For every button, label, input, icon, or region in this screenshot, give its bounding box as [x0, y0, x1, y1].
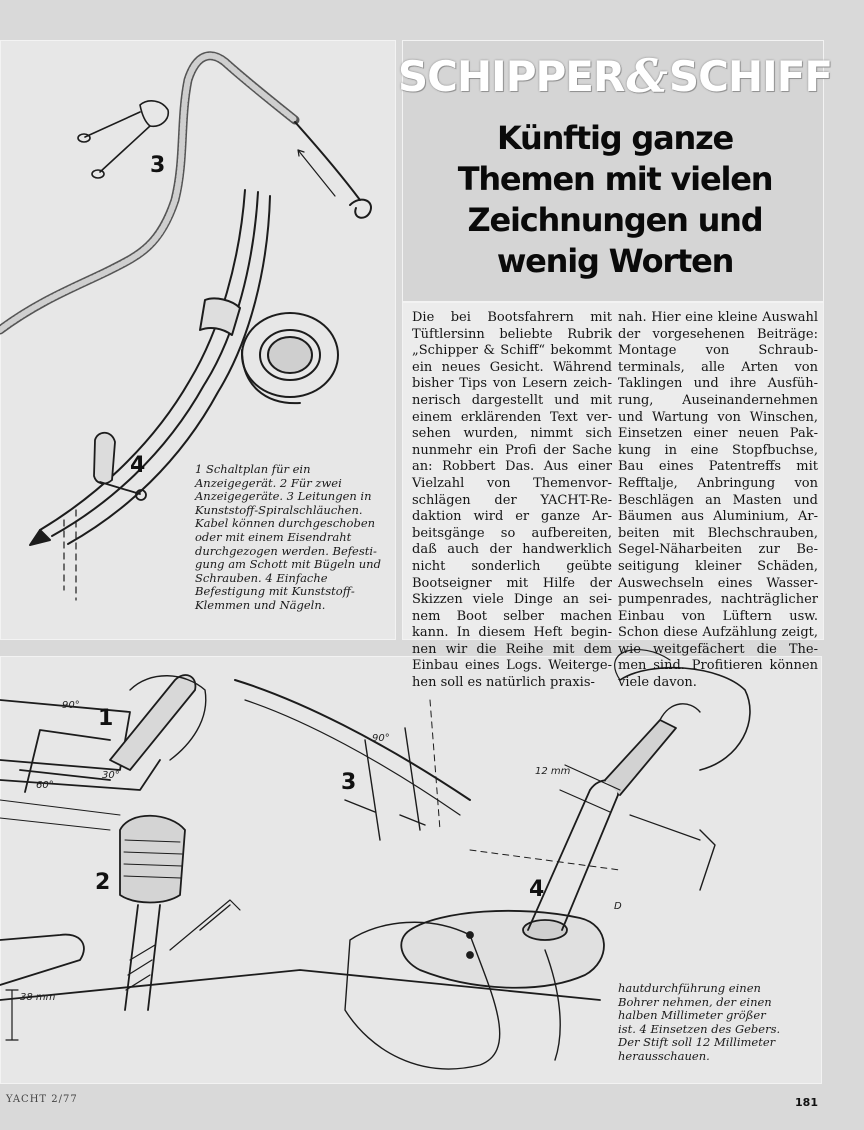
article-headline: Künftig ganze Themen mit vielen Zeichnungen und wenig Worten [457, 119, 773, 280]
figure-number-4-bottom: 4 [529, 877, 545, 902]
figure-number-4-top: 4 [130, 453, 146, 478]
bottom-figure-caption: hautdurchführung einen Bohrer nehmen, der einen halben Millimeter größer ist. 4 Einsetzen des Gebers. Der Stift soll 12 Millimeter herausschauen. [618, 981, 781, 1063]
angle-90-label: 90° [62, 700, 80, 711]
body-column-2: nah. Hier eine kleine Auswahl der vorgesehenen Beiträge: Montage von Schraubterminals, alle Arten von Taklingen und ihre Ausführung, Auseinandernehmen und Wartung von Winschen, Einsetzen einer neuen Pakkung in eine Stopfbuchse, Bau eines Patentreffs mit Refftalje, Anbringung von Beschlägen an Masten und Bäumen aus Aluminium, Arbeiten mit Blechschrauben, Segel-Näharbeiten zur Beseitigung kleiner Schäden, Auswechseln eines Wasserpumpenrades, nachträglicher Einbau von Lüftern usw. Schon diese Aufzählung zeigt, wie weitgefächert die Themen sind. Profitieren können viele davon. [618, 310, 818, 691]
magazine-issue: YACHT 2/77 [6, 1094, 78, 1105]
diameter-d-label: D [614, 901, 622, 912]
spiral-hose-drawing [0, 56, 371, 330]
masthead [397, 49, 833, 103]
twelve-mm-label: 12 mm [535, 766, 571, 777]
figure-number-3-bottom: 3 [341, 770, 357, 795]
figure-number-3-top: 3 [150, 153, 166, 178]
body-column-1: Die bei Bootsfahrern mit Tüftlersinn beliebte Rubrik „Schipper & Schiff“ bekommt ein neues Gesicht. Während bisher Tips von Lesern zeichnerisch dargestellt und mit einem erklärenden Text versehen wurden, nimmt sich nunmehr ein Profi der Sache an: Robbert Das. Aus einer Vielzahl von Themenvorschlägen der YACHT-Redaktion wird er ganze Arbeitsgänge so aufbereiten, daß auch der handwerklich nicht sonderlich geübte Bootseigner mit Hilfe der Skizzen viele Dinge an seinem Boot selber machen kann. In diesem Heft beginnen wir die Reihe mit dem Einbau eines Logs. Weitergehen soll es natürlich praxis- [412, 310, 612, 691]
page-number: 181 [795, 1096, 818, 1109]
masthead-schiff: SCHIFF [668, 51, 833, 101]
angle-90-hull-label: 90° [372, 733, 390, 744]
masthead-ampersand: & [626, 49, 667, 103]
thirtyeight-mm-label: 38 mm [20, 992, 56, 1003]
masthead-schipper: SCHIPPER [397, 51, 625, 101]
hull-curve-drawing [235, 680, 470, 840]
figure-number-2-bottom: 2 [95, 870, 111, 895]
cable-reel-drawing [242, 313, 338, 403]
angle-60-label: 60° [36, 780, 54, 791]
marking-triangle-drawing [0, 675, 206, 830]
top-figure-caption: 1 Schaltplan für ein Anzeigegerät. 2 Für zwei Anzeigegeräte. 3 Leitungen in Kunststoff-Spiralschläuchen. Kabel können durchgeschoben oder mit einem Eisendraht durchgezogen werden. Befestigung am Schott mit Bügeln und Schrauben. 4 Einfache Befestigung mit Kunststoff-Klemmen und Nägeln. [195, 462, 381, 612]
angle-30-label: 30° [102, 770, 120, 781]
figure-number-1-bottom: 1 [98, 706, 114, 731]
